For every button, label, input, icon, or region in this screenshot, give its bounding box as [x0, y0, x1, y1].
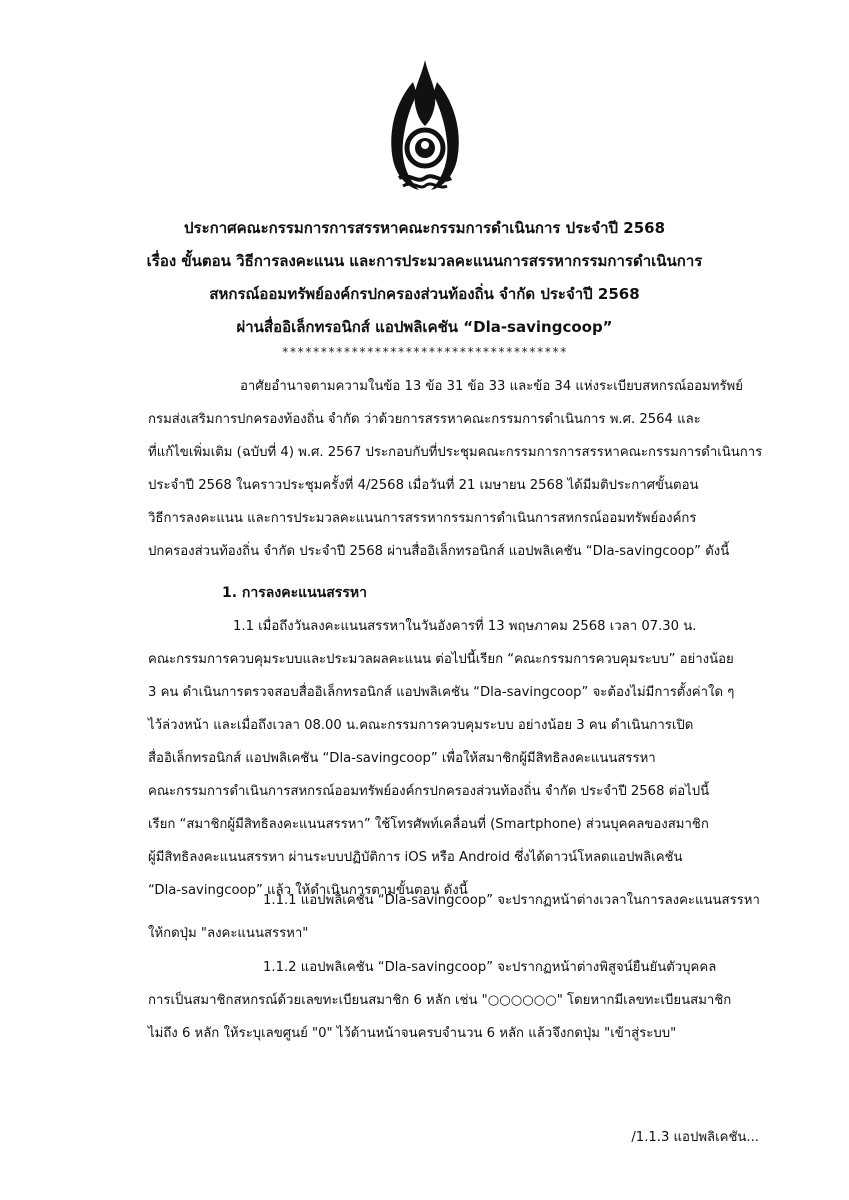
paragraph-line: สื่ออิเล็กทรอนิกส์ แอปพลิเคชัน “Dla-savingcoop” เพื่อให้สมาชิกผู้มีสิทธิลงคะแนนสรรหา	[148, 751, 656, 766]
separator-stars: *************************************	[281, 345, 568, 359]
paragraph-line: 3 คน ดำเนินการตรวจสอบสื่ออิเล็กทรอนิกส์ แอปพลิเคชัน “Dla-savingcoop” จะต้องไม่มีการตั้งค่าใด ๆ	[148, 685, 735, 700]
announcement-title	[0, 212, 849, 344]
paragraph-line: 1.1.1 แอปพลิเคชัน “Dla-savingcoop” จะปรากฏหน้าต่างเวลาในการลงคะแนนสรรหา	[263, 893, 760, 908]
paragraph-line: การเป็นสมาชิกสหกรณ์ด้วยเลขทะเบียนสมาชิก 6 หลัก เช่น "○○○○○○" โดยหากมีเลขทะเบียนสมาชิก	[148, 993, 732, 1008]
paragraph-line: คณะกรรมการดำเนินการสหกรณ์ออมทรัพย์องค์กรปกครองส่วนท้องถิ่น จำกัด ประจำปี 2568 ต่อไปนี้	[148, 784, 710, 799]
paragraph-1-1-1	[148, 884, 768, 950]
paragraph-line: ผู้มีสิทธิลงคะแนนสรรหา ผ่านระบบปฏิบัติการ iOS หรือ Android ซึ่งได้ดาวน์โหลดแอปพลิเคชัน	[148, 850, 683, 865]
paragraph-line: ไว้ล่วงหน้า และเมื่อถึงเวลา 08.00 น.คณะกรรมการควบคุมระบบ อย่างน้อย 3 คน ดำเนินการเปิด	[148, 718, 694, 733]
intro-line: อาศัยอำนาจตามความในข้อ 13 ข้อ 31 ข้อ 33 และข้อ 34 แห่งระเบียบสหกรณ์ออมทรัพย์	[240, 379, 743, 394]
intro-line: ประจำปี 2568 ในคราวประชุมครั้งที่ 4/2568 เมื่อวันที่ 21 เมษายน 2568 ได้มีมติประกาศขั้นตอน	[148, 478, 699, 493]
title-line-2: เรื่อง ขั้นตอน วิธีการลงคะแนน และการประมวลคะแนนการสรรหากรรมการดำเนินการ	[146, 252, 703, 270]
title-line-3: สหกรณ์ออมทรัพย์องค์กรปกครองส่วนท้องถิ่น จำกัด ประจำปี 2568	[209, 285, 640, 303]
paragraph-line: ให้กดปุ่ม "ลงคะแนนสรรหา"	[148, 926, 309, 941]
intro-paragraph	[148, 370, 768, 568]
title-line-4: ผ่านสื่ออิเล็กทรอนิกส์ แอปพลิเคชัน “Dla-savingcoop”	[236, 318, 613, 336]
cooperative-emblem-logo	[385, 60, 465, 195]
paragraph-line: เรียก “สมาชิกผู้มีสิทธิลงคะแนนสรรหา” ใช้โทรศัพท์เคลื่อนที่ (Smartphone) ส่วนบุคคลของสมาชิก	[148, 817, 709, 832]
intro-line: ปกครองส่วนท้องถิ่น จำกัด ประจำปี 2568 ผ่านสื่ออิเล็กทรอนิกส์ แอปพลิเคชัน “Dla-savingcoop” ดังนี้	[148, 544, 730, 559]
paragraph-line: คณะกรรมการควบคุมระบบและประมวลผลคะแนน ต่อไปนี้เรียก “คณะกรรมการควบคุมระบบ” อย่างน้อย	[148, 652, 734, 667]
paragraph-1-1	[148, 610, 768, 907]
paragraph-line: 1.1.2 แอปพลิเคชัน “Dla-savingcoop” จะปรากฏหน้าต่างพิสูจน์ยืนยันตัวบุคคล	[263, 960, 717, 975]
section-heading: 1. การลงคะแนนสรรหา	[222, 585, 367, 601]
paragraph-line: ไม่ถึง 6 หลัก ให้ระบุเลขศูนย์ "0" ไว้ด้านหน้าจนครบจำนวน 6 หลัก แล้วจึงกดปุ่ม "เข้าสู่ระบบ"	[148, 1026, 677, 1041]
page-continuation: /1.1.3 แอปพลิเคชัน...	[631, 1130, 759, 1145]
intro-line: กรมส่งเสริมการปกครองท้องถิ่น จำกัด ว่าด้วยการสรรหาคณะกรรมการดำเนินการ พ.ศ. 2564 และ	[148, 412, 701, 427]
paragraph-line: 1.1 เมื่อถึงวันลงคะแนนสรรหาในวันอังคารที่ 13 พฤษภาคม 2568 เวลา 07.30 น.	[233, 619, 697, 634]
intro-line: ที่แก้ไขเพิ่มเติม (ฉบับที่ 4) พ.ศ. 2567 ประกอบกับที่ประชุมคณะกรรมการการสรรหาคณะกรรมการดำเนินการ	[148, 445, 763, 460]
intro-line: วิธีการลงคะแนน และการประมวลคะแนนการสรรหากรรมการดำเนินการสหกรณ์ออมทรัพย์องค์กร	[148, 511, 697, 526]
title-line-1: ประกาศคณะกรรมการการสรรหาคณะกรรมการดำเนินการ ประจำปี 2568	[183, 219, 666, 237]
paragraph-line: “Dla-savingcoop” แล้ว ให้ดำเนินการตามขั้นตอน ดังนี้	[148, 883, 468, 898]
paragraph-1-1-2	[148, 951, 768, 1050]
